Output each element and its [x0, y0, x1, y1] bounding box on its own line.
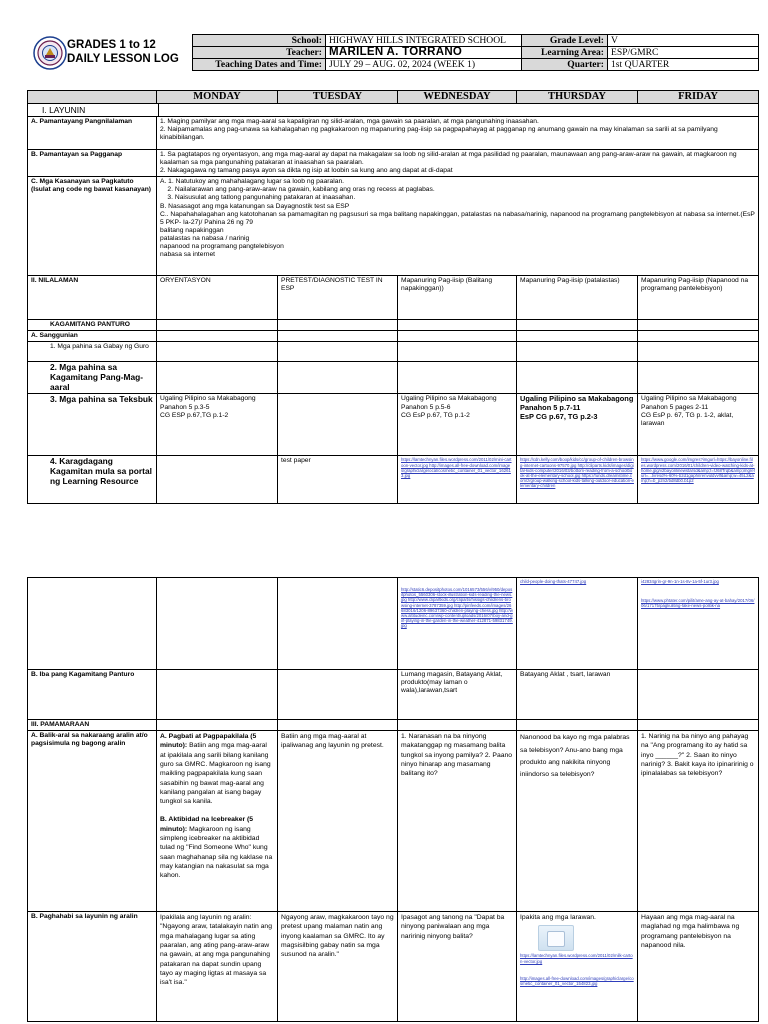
teksbuk-thursday-2: EsP CG p.67, TG p.2-3 — [520, 411, 598, 421]
section-b-text-1: 1. Sa pagtatapos ng oryentasyon, ang mga mag-aaral ay dapat na makagalaw sa loob ng silid-aralan at mga pasilidad ng paaralan, maunawaan ang pang-araw-araw na gawain, at magkaroon ng kaalaman sa mga pangunahing patakaran at inaasahan sa paaralan. — [160, 151, 737, 167]
image-link-2[interactable]: http://images.all-free-download.com/images/graphiclarge/cosmetic_container_01_vector_154823.jpg — [520, 975, 634, 986]
lesson-log-table-page-2 — [27, 577, 759, 1022]
day-thursday: THURSDAY — [517, 91, 638, 104]
area-value: ESP/GMRC — [608, 47, 759, 59]
monday-icebreaker-text: Magkaroon ng isang simpleng icebreaker na aktibidad tulad ng "Find Someone Who" kung saan maghahanap sila ng kaklase na may katangian na nakasulat sa mga kahon. — [160, 825, 273, 880]
brand-line-2: DAILY LESSON LOG — [67, 53, 179, 65]
nilalaman-wednesday: Mapanuring Pag-iisip (Balitang napakinggan)) — [398, 276, 517, 320]
iba-wednesday: Lumang magasin, Batayang Aklat, produkto(may laman o wala),larawan,tsart — [398, 670, 517, 720]
gabay-label: 1. Mga pahina sa Gabay ng Guro — [28, 342, 157, 362]
school-label: School: — [193, 35, 326, 47]
skill-line: nabasa sa internet — [160, 251, 216, 259]
deped-seal-icon — [33, 36, 67, 70]
skill-line: A. 1. Natutukoy ang mahahalagang lugar sa loob ng paaralan. — [160, 178, 345, 186]
teksbuk-friday-1: Ugaling Pilipino sa Makabagong Panahon 5 pages 2-11 — [641, 395, 737, 411]
icebreaker-title-b: B. Aktibidad na Icebreaker (5 minuto): — [160, 816, 254, 833]
teksbuk-monday-1: Ugaling Pilipino sa Makabagong Panahon 5 p.3-5 — [160, 395, 256, 411]
monday-paghahabi: Ipakilala ang layunin ng aralin: "Ngayong araw, tatalakayin natin ang mga mahalagang lugar sa ating paaralan, ang ating pang-araw-araw na gawain, at ang mga pangunahing patakaran na dapat sundin upang tayo ay maging ligtas at masaya sa isa't isa." — [157, 912, 278, 1022]
thursday-paghahabi: Ipakita ang mga larawan. — [520, 914, 596, 922]
nilalaman-friday: Mapanuring Pag-iisip (Napanood na programang pantelebisyon) — [638, 276, 759, 320]
image-link-1[interactable]: https://lamtechnyan.files.wordpress.com/2011/02/milk-carton-vector.jpg — [520, 953, 633, 964]
brand-line-1: GRADES 1 to 12 — [67, 39, 156, 51]
paghahabi-label: B. Paghahabi sa layunin ng aralin — [28, 912, 157, 1022]
sanggunian-label: A. Sanggunian — [28, 331, 157, 342]
resource-link-thursday-cont[interactable]: child-people-doing-thats-47747.jpg — [520, 579, 587, 584]
resource-link-friday-cont[interactable]: i42834grin-gr-9n-1n-1s-8v-1a-5f-1ur3.jpg — [641, 579, 719, 584]
kagamitan-label: KAGAMITANG PANTURO — [28, 320, 157, 331]
nilalaman-monday: ORYENTASYON — [157, 276, 278, 320]
section-b-label: B. Pamantayan sa Pagganap — [28, 150, 157, 177]
friday-balik-aral: 1. Narinig na ba ninyo ang pahayag na "Ang programang ito ay hatid sa inyo ______?" 2. Saan ito ninyo narinig? 3. Bakit kaya ito ipinaririnig o ipinalalabas sa telebisyon? — [638, 731, 759, 912]
quarter-label: Quarter: — [522, 59, 608, 71]
resource-link-friday[interactable]: https://www.google.com/imgres?imgurl=https://bayonline.files.wordpress.com/2016/01/children-video-watching-kids-at-home.jpg/v2bayonlinewstarsd&amp;f=fJ68Trqb&amp;imgrefurl=...tvresd%-60%-b2d1gaphrirenvuldvvlf&amp;w=45L2&amp;h=b_p2n2/bd8db0.b1p2 — [641, 457, 755, 484]
teksbuk-monday-2: CG ESP p.67,TG p.1-2 — [160, 411, 229, 419]
nilalaman-tuesday: PRETEST/DIAGNOSTIC TEST IN ESP — [278, 276, 398, 320]
area-label: Learning Area: — [522, 47, 608, 59]
skill-line: patalastas na nabasa / narinig — [160, 234, 250, 242]
monday-greeting-text: Batiin ang mga mag-aaral at ipakilala ang sarili bilang kanilang guro sa GMRC. Magkaroon ng isang maikling pagpapakilala kung saan sasabihin ng bawat mag-aaral ang kanilang pangalan at isang bagay tungkol sa kanila. — [160, 742, 271, 806]
section-b-text-2: 2. Nakagagawa ng tamang pasya ayon sa dikta ng isip at loobin sa kung ano ang dapat at di-dapat — [160, 167, 453, 175]
iba-thursday: Batayang Aklat , tsart, larawan — [517, 670, 638, 720]
resource-link-wednesday[interactable]: https://lamtechnyan.files.wordpress.com/2011/02/mini-cartoon-vector.jpg http://images.all-free-download.com/images/graphiclarge/ocal/cosmetic_container_01_vector_162613.jpg — [401, 457, 512, 479]
teksbuk-thursday-1: Ugaling Pilipino sa Makabagong Panahon 5 p.7-11 — [520, 394, 634, 413]
balik-aral-label: A. Balik-aral sa nakaraang aralin at/o pagsisimula ng bagong aralin — [28, 731, 157, 912]
grade-label: Grade Level: — [522, 35, 608, 47]
lesson-log-table — [27, 90, 759, 504]
resource-link-thursday[interactable]: https://cdn.kelly.com/boop/kids/cc/group-of-children-browsing-internet-cartoons-97570.jpg http://cliparts.kids/images/digital-kids-computer/2016/03/bottom-reading-from-a-schoolbook-at-the-elementary-school.jpg https://funds.dreamstime.com/z/group-walking-school-kids-talking-outdoor-education-elementary-children — [520, 457, 634, 489]
day-tuesday: TUESDAY — [278, 91, 398, 104]
section-c-label: C. Mga Kasanayan sa Pagkatuto (Isulat ang code ng bawat kasanayan) — [28, 177, 157, 276]
info-table — [192, 34, 759, 71]
iba-label: B. Iba pang Kagamitang Panturo — [28, 670, 157, 720]
pamamaraan-label: III. PAMAMARAAN — [28, 720, 157, 731]
wednesday-balik-aral: 1. Naranasan na ba ninyong makatanggap ng masamang balita tungkol sa inyong pamilya? 2. Paano ninyo hinarap ang masamang balitang ito? — [398, 731, 517, 912]
day-monday: MONDAY — [157, 91, 278, 104]
day-wednesday: WEDNESDAY — [398, 91, 517, 104]
skill-line: napanood na programang pangtelebisyon — [160, 243, 284, 251]
tuesday-test-paper: test paper — [278, 456, 398, 504]
wednesday-paghahabi: Ipasagot ang tanong na "Dapat ba ninyong paniwalaan ang mga naririnig ninyong balita? — [398, 912, 517, 1022]
day-header-row — [28, 91, 759, 104]
karagdagang-label: 4. Karagdagang Kagamitan mula sa portal ng Learning Resource — [28, 456, 157, 504]
tuesday-paghahabi: Ngayong araw, magkakaroon tayo ng pretest upang malaman natin ang inyong kaalaman sa GMRC. Ito ay magsisilbing gabay natin sa mga susunod na aralin." — [278, 912, 398, 1022]
thursday-balik-aral: Nanonood ba kayo ng mga palabras sa telebisyon? Anu-ano bang mga produkto ang nakikita ninyong iniindorso sa telebisyon? — [517, 731, 638, 912]
nilalaman-label: II. NILALAMAN — [28, 276, 157, 320]
friday-paghahabi: Hayaan ang mga mag-aaral na maglahad ng mga halimbawa ng programang pantelebisyon na napanood nila. — [638, 912, 759, 1022]
nilalaman-thursday: Mapanuring Pag-iisip (patalastas) — [517, 276, 638, 320]
skill-line: 2. Nailalarawan ang pang-araw-araw na gawain, kabilang ang oras ng recess at paglabas. — [160, 186, 435, 194]
icebreaker-title-a: A. Pagbati at Pagpapakilala (5 minuto): — [160, 733, 257, 750]
section-a-label: A. Pamantayang Pangnilalaman — [28, 117, 157, 150]
kagamitan-mag-aaral-label: 2. Mga pahina sa Kagamitang Pang-Mag-aaral — [28, 362, 157, 394]
skill-line: C.. Napahahalagahan ang katotohanan sa pamamagitan ng pagsusuri sa mga balitang napakinggan, patalastas na nabasa/narinig, napanood na programang pangtelebisyon at nabasa sa internet.(EsP 5 PKP- Ia-27)/ Pahina 26 ng 79 — [160, 210, 755, 226]
layunin-heading: I. LAYUNIN — [28, 104, 159, 116]
teacher-value: MARILEN A. TORRANO — [326, 47, 522, 59]
resource-link-friday-2[interactable]: https://www.phtater.com/pilit/ame-ang-ay-at-bahay/2017/06/06/17175/pagliuliting-fake-news-politik-na — [641, 598, 755, 609]
tuesday-balik-aral: Batiin ang mga mag-aaral at ipaliwanag ang layunin ng pretest. — [278, 731, 398, 912]
section-a-text-1: 1. Maging pamilyar ang mga mag-aaral sa kapaligiran ng silid-aralan, mga gawain sa paaralan, at mga pangunahing inaasahan. — [160, 118, 539, 125]
dates-value: JULY 29 – AUG. 02, 2024 (WEEK 1) — [326, 59, 522, 71]
section-a-text-2: 2. Naipamamalas ang pag-unawa sa kahalagahan ng pagkakaroon ng mapanuring pag-iisip sa pagpapahayag at pagganap ng anumang gawain na may kinalaman sa sarili at sa pamilyang kinabibilangan. — [160, 126, 718, 142]
teksbuk-friday-2: CG EsP p. 67, TG p. 1-2, aklat, larawan — [641, 411, 734, 427]
school-value: HIGHWAY HILLS INTEGRATED SCHOOL — [326, 35, 522, 47]
resource-link-wednesday-2[interactable]: http://static6.depositphotos.com/1016573/556/v/950/depositphotos_5560306-stock-illustration-kids-reading-the-news.jpg http://www.clipartkids.org/cliparts/hissigs-childrens-browsing-internet-3787359.jpg http://pinfeeds.com/images/26683016/1206-89637360-children-playing-chess.jpg http://www.altitudeinc.com/wp-content/uploads/2016/07/boy-and-girl-playing-in-the-garden-in-the-weather-412871-59831749.jpg — [401, 587, 513, 629]
brand-title — [67, 38, 179, 66]
product-image — [538, 925, 574, 951]
teksbuk-label: 3. Mga pahina sa Teksbuk — [28, 394, 157, 456]
teksbuk-wednesday-2: CG EsP p.67, TG p.1-2 — [401, 411, 470, 419]
skill-line: balitang napakinggan — [160, 226, 224, 234]
teksbuk-wednesday-1: Ugaling Pilipino sa Makabagong Panahon 5 p.5-6 — [401, 395, 497, 411]
dates-label: Teaching Dates and Time: — [193, 59, 326, 71]
skill-line: 3. Naisusulat ang tatlong pangunahing patakaran at inaasahan. — [160, 194, 356, 202]
grade-value: V — [608, 35, 759, 47]
teacher-label: Teacher: — [193, 47, 326, 59]
quarter-value: 1st QUARTER — [608, 59, 759, 71]
skill-line: B. Nasasagot ang mga katanungan sa Dayagnostik test sa ESP — [160, 202, 350, 210]
day-friday: FRIDAY — [638, 91, 759, 104]
